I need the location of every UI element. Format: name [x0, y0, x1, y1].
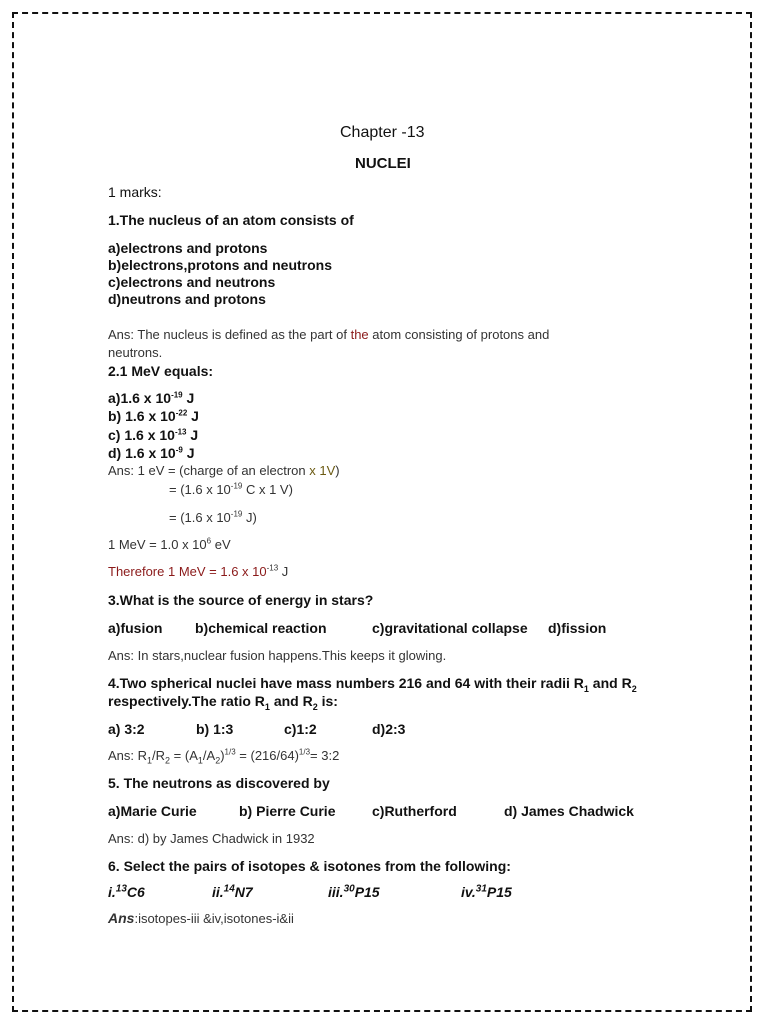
q1-answer: Ans: The nucleus is defined as the part of the atom consisting of protons and	[108, 327, 550, 342]
q6-item-iv: iv.$^{31}$P15	[461, 883, 512, 900]
q1-option-b: b)electrons,protons and neutrons	[108, 257, 333, 273]
q6-answer: Ans:isotopes-iii &iv,isotones-i&ii	[108, 910, 294, 926]
q2-option-a: a)1.6 x $10^{-19}$ J	[108, 390, 195, 406]
q3-option-d: d)fission	[548, 620, 607, 636]
section-label: 1 marks:	[108, 184, 162, 200]
question-6: 6. Select the pairs of isotopes & isotones from the following:	[108, 858, 511, 874]
question-3: 3.What is the source of energy in stars?	[108, 592, 374, 608]
q5-answer: Ans: d) by James Chadwick in 1932	[108, 831, 315, 846]
q2-answer-line-4: 1 MeV = 1.0 x $10^6$ eV	[108, 536, 231, 552]
q1-option-c: c)electrons and neutrons	[108, 274, 276, 290]
q3-option-a: a)fusion	[108, 620, 163, 636]
q2-answer-line-2: = (1.6 x $10^{-19}$ C x 1 V)	[169, 481, 293, 497]
q6-item-i: i.$^{13}$C6	[108, 883, 145, 900]
q6-item-iii: iii.$^{30}$P15	[328, 883, 380, 900]
q5-option-a: a)Marie Curie	[108, 803, 197, 819]
q2-option-d: d) 1.6 x $10^{-9}$ J	[108, 445, 195, 461]
q2-option-c: c) 1.6 x $10^{-13}$ J	[108, 427, 199, 443]
q2-answer-line-3: = (1.6 x $10^{-19}$ J)	[169, 509, 257, 525]
q1-option-d: d)neutrons and protons	[108, 291, 266, 307]
q4-option-c: c)1:2	[284, 721, 317, 737]
q6-item-ii: ii.$^{14}$N7	[212, 883, 253, 900]
q5-option-c: c)Rutherford	[372, 803, 457, 819]
q3-option-c: c)gravitational collapse	[372, 620, 528, 636]
q4-option-a: a) 3:2	[108, 721, 145, 737]
question-4-line-2: respectively.The ratio $R_1$ and $R_2$ is:	[108, 693, 338, 712]
question-4-line-1: 4.Two spherical nuclei have mass numbers 216 and 64 with their radii $R_1$ and $R_2$	[108, 675, 637, 694]
q2-option-b: b) 1.6 x $10^{-22}$ J	[108, 408, 199, 424]
question-2: 2.1 MeV equals:	[108, 363, 214, 379]
q3-option-b: b)chemical reaction	[195, 620, 327, 636]
q1-option-a: a)electrons and protons	[108, 240, 268, 256]
chapter-heading: Chapter -13	[340, 124, 425, 141]
page-title: NUCLEI	[355, 155, 411, 172]
question-1: 1.The nucleus of an atom consists of	[108, 212, 354, 228]
q4-option-b: b) 1:3	[196, 721, 234, 737]
q2-answer-line-5: Therefore 1 MeV = 1.6 x $10^{-13}$ J	[108, 563, 289, 579]
q1-answer-line-2: neutrons.	[108, 345, 163, 360]
q5-option-d: d) James Chadwick	[504, 803, 634, 819]
q5-option-b: b) Pierre Curie	[239, 803, 336, 819]
q2-answer-line-1: Ans: 1 eV = (charge of an electron x 1V)	[108, 463, 340, 478]
question-5: 5. The neutrons as discovered by	[108, 775, 330, 791]
q3-answer: Ans: In stars,nuclear fusion happens.This keeps it glowing.	[108, 648, 447, 663]
q4-option-d: d)2:3	[372, 721, 406, 737]
q4-answer: Ans: $R_1/R_2 = (A_1/A_2)^{1/3} = (216/64)^{1/3}=$ 3:2	[108, 747, 340, 766]
